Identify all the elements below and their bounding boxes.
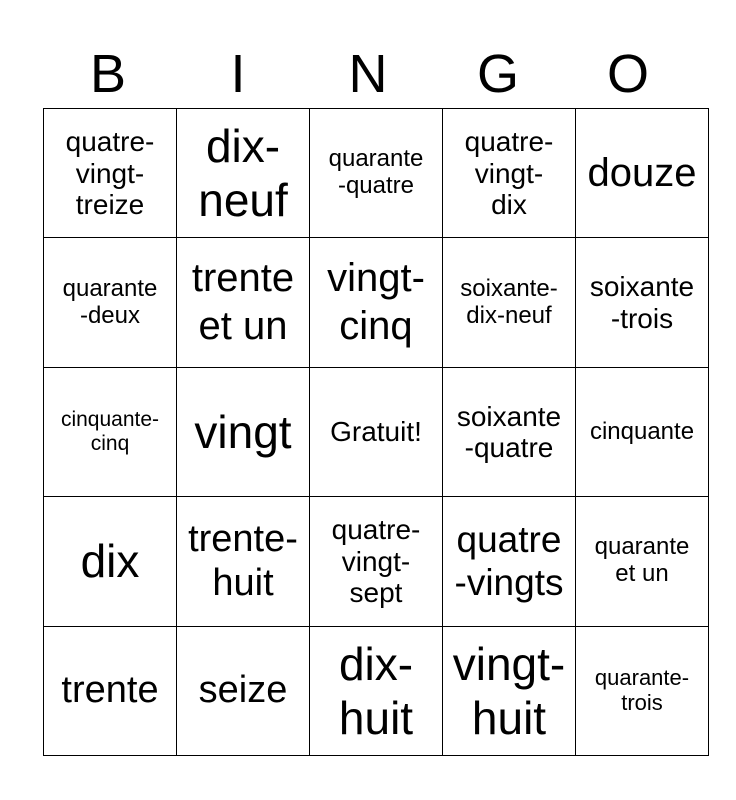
cell-label: quatre -vingts [454,518,564,604]
cell-label: soixante -quatre [456,400,562,463]
cell-label: trente et un [191,256,295,348]
bingo-cell[interactable] [177,238,310,367]
free-space-cell[interactable] [310,367,443,496]
board-row [44,626,709,755]
bingo-cell[interactable] [177,367,310,496]
cell-label: quarante -deux [62,274,158,329]
cell-label: quatre- vingt- sept [331,514,421,609]
bingo-cell[interactable] [443,497,576,626]
bingo-cell[interactable] [44,497,177,626]
bingo-cell[interactable] [44,367,177,496]
cell-label: trente [61,669,159,712]
cell-label: vingt [194,405,292,458]
cell-label: dix- neuf [198,119,288,227]
bingo-cell[interactable] [443,238,576,367]
bingo-cell[interactable] [576,238,709,367]
cell-label: seize [198,669,288,712]
cell-label: vingt- cinq [327,256,425,348]
bingo-cell[interactable] [576,626,709,755]
cell-label: cinquante- cinq [60,408,160,455]
board-row [44,109,709,238]
bingo-cell[interactable] [443,626,576,755]
bingo-cell[interactable] [177,109,310,238]
cell-label: quarante- trois [594,665,690,715]
bingo-header [43,40,693,108]
cell-label: quatre- vingt- treize [65,126,155,220]
cell-label: cinquante [589,417,695,445]
bingo-cell[interactable] [177,626,310,755]
cell-label: douze [587,150,697,195]
bingo-cell[interactable] [310,238,443,367]
cell-label: quarante -quatre [328,145,424,200]
bingo-cell[interactable] [576,109,709,238]
cell-label: quatre- vingt- dix [464,126,554,220]
cell-label: dix [80,535,140,588]
header-letter-o: O [606,44,649,104]
bingo-cell[interactable] [443,367,576,496]
cell-label: dix- huit [338,637,414,744]
header-letter-i: I [230,44,246,104]
bingo-cell[interactable] [44,109,177,238]
cell-label: quarante et un [594,533,690,588]
board-row [44,367,709,496]
cell-label: trente- huit [188,517,298,605]
bingo-cell[interactable] [310,109,443,238]
cell-label: vingt- huit [452,637,566,744]
bingo-cell[interactable] [576,497,709,626]
bingo-cell[interactable] [576,367,709,496]
board-row [44,497,709,626]
cell-label: soixante- dix-neuf [460,274,558,329]
board-row [44,238,709,367]
header-letter-b: B [89,44,127,104]
bingo-cell[interactable] [177,497,310,626]
bingo-cell[interactable] [310,497,443,626]
bingo-cell[interactable] [310,626,443,755]
bingo-cell[interactable] [443,109,576,238]
bingo-cell[interactable] [44,238,177,367]
header-letter-g: G [476,44,519,104]
free-space-label: Gratuit! [330,416,422,448]
bingo-board [43,108,709,756]
header-letter-n: N [348,44,388,104]
cell-label: soixante -trois [589,271,695,334]
bingo-cell[interactable] [44,626,177,755]
